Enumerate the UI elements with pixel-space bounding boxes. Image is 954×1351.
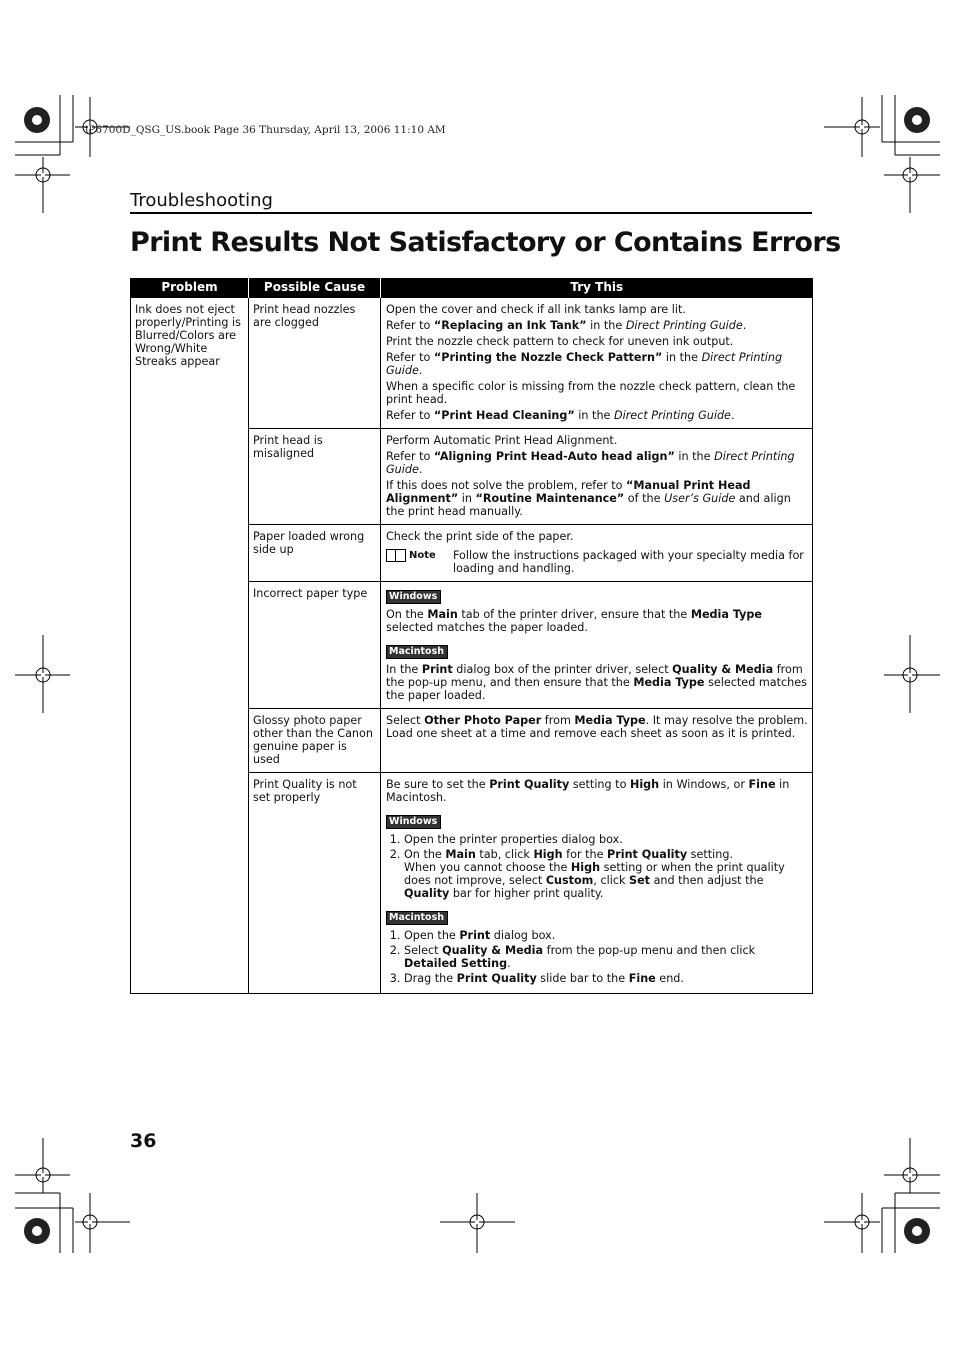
list-item: 2. Select Quality & Media from the pop-up menu and then click Detailed Setting. <box>404 944 808 970</box>
text-line: On the Main tab of the printer driver, ensure that the Media Type selected matches the paper loaded. <box>386 608 763 634</box>
text-line: Check the print side of the paper. <box>386 530 574 543</box>
solution-cell <box>381 773 813 994</box>
windows-steps <box>386 833 808 900</box>
macintosh-badge: Macintosh <box>386 645 448 659</box>
text-line: Perform Automatic Print Head Alignment. <box>386 434 618 447</box>
table-row <box>131 298 813 429</box>
list-item: 1. Open the printer properties dialog box. <box>404 833 808 846</box>
text-line: Refer to “Replacing an Ink Tank” in the Direct Printing Guide. <box>386 319 747 332</box>
windows-badge: Windows <box>386 815 441 829</box>
note-block <box>386 549 808 575</box>
mac-steps <box>386 929 808 985</box>
solution-cell <box>381 582 813 709</box>
troubleshooting-table <box>130 278 813 994</box>
macintosh-badge: Macintosh <box>386 911 448 925</box>
text-line: Be sure to set the Print Quality setting to High in Windows, or Fine in Macintosh. <box>386 778 790 804</box>
cause-cell: Print head is misaligned <box>249 429 381 525</box>
note-book-icon <box>386 549 406 562</box>
cause-cell: Glossy photo paper other than the Canon genuine paper is used <box>249 709 381 773</box>
cause-cell: Paper loaded wrong side up <box>249 525 381 582</box>
text-line: Refer to “Printing the Nozzle Check Pattern” in the Direct Printing Guide. <box>386 351 783 377</box>
list-item: 3. Drag the Print Quality slide bar to the Fine end. <box>404 972 808 985</box>
text-line: Refer to “Aligning Print Head-Auto head align” in the Direct Printing Guide. <box>386 450 795 476</box>
text-line: Refer to “Print Head Cleaning” in the Direct Printing Guide. <box>386 409 735 422</box>
solution-cell <box>381 298 813 429</box>
page-title: Print Results Not Satisfactory or Contains Errors <box>130 227 841 258</box>
header-try-this: Try This <box>381 278 813 298</box>
header-problem: Problem <box>131 278 249 298</box>
list-item: 2. On the Main tab, click High for the Print Quality setting. When you cannot choose the High setting or when the print quality does not improve, select Custom, click Set and then adjust the Quality bar for higher print quality. <box>404 848 808 900</box>
text-line: Print the nozzle check pattern to check for uneven ink output. <box>386 335 734 348</box>
cause-cell: Print Quality is not set properly <box>249 773 381 994</box>
solution-cell <box>381 429 813 525</box>
section-heading: Troubleshooting <box>130 190 273 211</box>
page-number: 36 <box>130 1130 157 1152</box>
table-header-row <box>131 278 813 298</box>
text-line: Open the cover and check if all ink tanks lamp are lit. <box>386 303 686 316</box>
note-text: Follow the instructions packaged with your specialty media for loading and handling. <box>453 549 804 575</box>
header-cause: Possible Cause <box>249 278 381 298</box>
print-header: iP6700D_QSG_US.book Page 36 Thursday, April 13, 2006 11:10 AM <box>85 124 446 136</box>
section-rule <box>130 212 812 214</box>
cause-cell: Print head nozzles are clogged <box>249 298 381 429</box>
text-line: When a specific color is missing from the nozzle check pattern, clean the print head. <box>386 380 796 406</box>
text-line: Select Other Photo Paper from Media Type. It may resolve the problem. Load one sheet at a time and remove each sheet as soon as it is printed. <box>386 714 808 740</box>
note-label: Note <box>386 549 453 575</box>
text-line: If this does not solve the problem, refer to “Manual Print Head Alignment” in “Routine Maintenance” of the User’s Guide and align the print head manually. <box>386 479 791 518</box>
cause-cell: Incorrect paper type <box>249 582 381 709</box>
text-line: In the Print dialog box of the printer driver, select Quality & Media from the pop-up menu, and then ensure that the Media Type selected matches the paper loaded. <box>386 663 807 702</box>
solution-cell <box>381 709 813 773</box>
windows-badge: Windows <box>386 590 441 604</box>
solution-cell <box>381 525 813 582</box>
list-item: 1. Open the Print dialog box. <box>404 929 808 942</box>
problem-cell: Ink does not eject properly/Printing is Blurred/Colors are Wrong/White Streaks appear <box>131 298 249 994</box>
